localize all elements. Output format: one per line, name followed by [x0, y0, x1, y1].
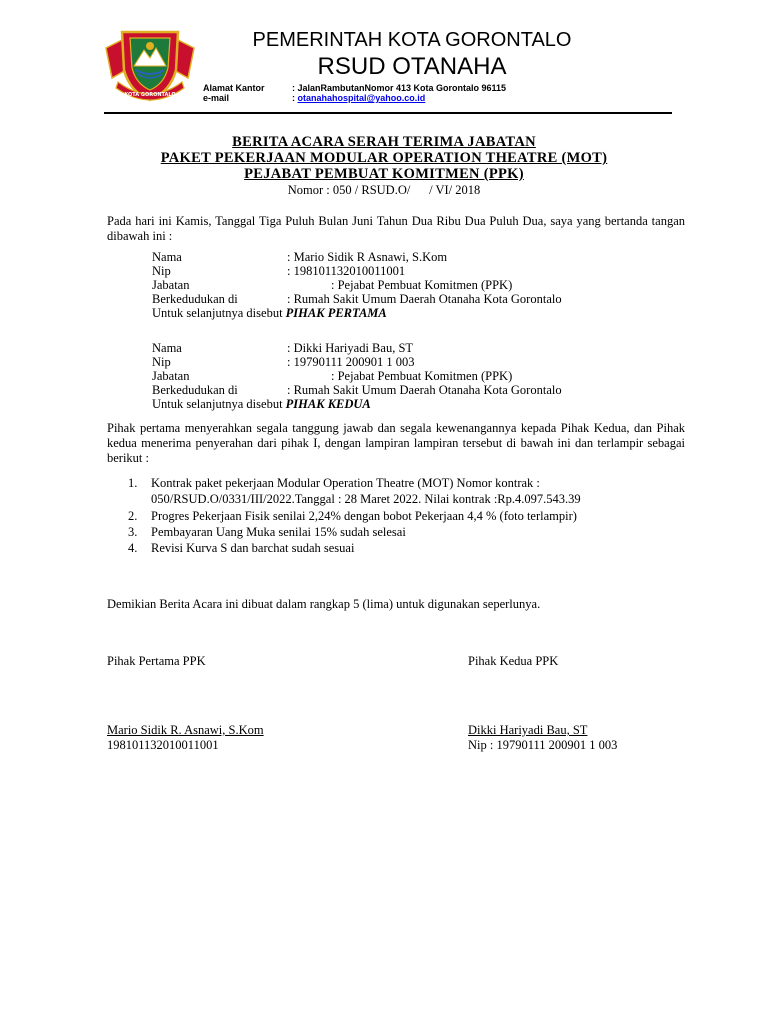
list-item: Pembayaran Uang Muka senilai 15% sudah selesai [151, 525, 406, 539]
party2-nip: : 19790111 200901 1 003 [287, 355, 415, 369]
party2-position: : Pejabat Pembuat Komitmen (PPK) [331, 369, 513, 383]
party1-nip: : 198101132010011001 [287, 264, 406, 278]
party2-designation [152, 397, 371, 412]
government-name: PEMERINTAH KOTA GORONTALO [252, 29, 572, 51]
document-number: Nomor : 050 / RSUD.O/ / VI/ 2018 [287, 183, 481, 197]
party2-designation-term: PIHAK KEDUA [285, 397, 371, 411]
party2-name-label: Nama [152, 341, 182, 355]
letterhead-divider [104, 112, 672, 114]
party2-domicile-label: Berkedudukan di [152, 383, 238, 397]
list-item-continuation: 050/RSUD.O/0331/III/2022.Tanggal : 28 Maret 2022. Nilai kontrak :Rp.4.097.543.39 [151, 492, 581, 506]
party2-position-label: Jabatan [152, 369, 190, 383]
address-value: : JalanRambutanNomor 413 Kota Gorontalo 96115 [292, 83, 507, 93]
party2-nip-label: Nip [152, 355, 171, 369]
address-label: Alamat Kantor [203, 83, 265, 93]
party1-designation-term: PIHAK PERTAMA [285, 306, 387, 320]
second-party-nip: Nip : 19790111 200901 1 003 [468, 738, 618, 752]
party1-name-label: Nama [152, 250, 182, 264]
party1-designation [152, 306, 387, 321]
document-subtitle-2: PEJABAT PEMBUAT KOMITMEN (PPK) [244, 166, 524, 182]
list-item-number: 4. [128, 541, 138, 555]
document-title: BERITA ACARA SERAH TERIMA JABATAN [232, 134, 536, 150]
list-item-number: 2. [128, 509, 138, 523]
party2-designation-prefix: Untuk selanjutnya disebut [152, 397, 286, 411]
list-item: Progres Pekerjaan Fisik senilai 2,24% dengan bobot Pekerjaan 4,4 % (foto terlampir) [151, 509, 577, 523]
party1-position-label: Jabatan [152, 278, 190, 292]
list-item-number: 1. [128, 476, 138, 490]
party1-designation-prefix: Untuk selanjutnya disebut [152, 306, 286, 320]
second-party-role: Pihak Kedua PPK [468, 654, 559, 668]
hospital-name: RSUD OTANAHA [317, 53, 507, 80]
party1-name: : Mario Sidik R Asnawi, S.Kom [287, 250, 448, 264]
logo-banner-text: KOTA GORONTALO [124, 92, 176, 98]
list-item-number: 3. [128, 525, 138, 539]
city-emblem-logo [104, 26, 196, 104]
list-item: Revisi Kurva S dan barchat sudah sesuai [151, 541, 355, 555]
email-line [292, 93, 425, 103]
closing-statement: Demikian Berita Acara ini dibuat dalam rangkap 5 (lima) untuk digunakan seperlunya. [107, 597, 541, 611]
intro-paragraph: Pada hari ini Kamis, Tanggal Tiga Puluh Bulan Juni Tahun Dua Ribu Dua Puluh Dua, saya yang bertanda tangan dibawah ini : [107, 214, 685, 243]
party1-domicile-label: Berkedudukan di [152, 292, 238, 306]
second-party-signatory-name: Dikki Hariyadi Bau, ST [468, 723, 588, 737]
document-subtitle: PAKET PEKERJAAN MODULAR OPERATION THEATRE (MOT) [160, 150, 608, 166]
first-party-signatory-name: Mario Sidik R. Asnawi, S.Kom [107, 723, 264, 737]
party1-nip-label: Nip [152, 264, 171, 278]
party1-domicile: : Rumah Sakit Umum Daerah Otanaha Kota Gorontalo [287, 292, 562, 306]
email-label: e-mail [203, 93, 230, 103]
party2-domicile: : Rumah Sakit Umum Daerah Otanaha Kota Gorontalo [287, 383, 562, 397]
first-party-role: Pihak Pertama PPK [107, 654, 206, 668]
party2-name: : Dikki Hariyadi Bau, ST [287, 341, 414, 355]
email-prefix: : [292, 93, 298, 103]
list-item: Kontrak paket pekerjaan Modular Operation Theatre (MOT) Nomor kontrak : [151, 476, 540, 490]
email-link[interactable]: otanahahospital@yahoo.co.id [297, 93, 426, 103]
party1-position: : Pejabat Pembuat Komitmen (PPK) [331, 278, 513, 292]
handover-paragraph: Pihak pertama menyerahkan segala tanggung jawab dan segala kewenangannya kepada Pihak Kedua, dan Pihak kedua menerima penyerahan dari pihak I, dengan lampiran lampiran tersebut di bawah ini dan terlampir sebagai berikut : [107, 421, 685, 465]
first-party-nip: 198101132010011001 [107, 738, 219, 752]
